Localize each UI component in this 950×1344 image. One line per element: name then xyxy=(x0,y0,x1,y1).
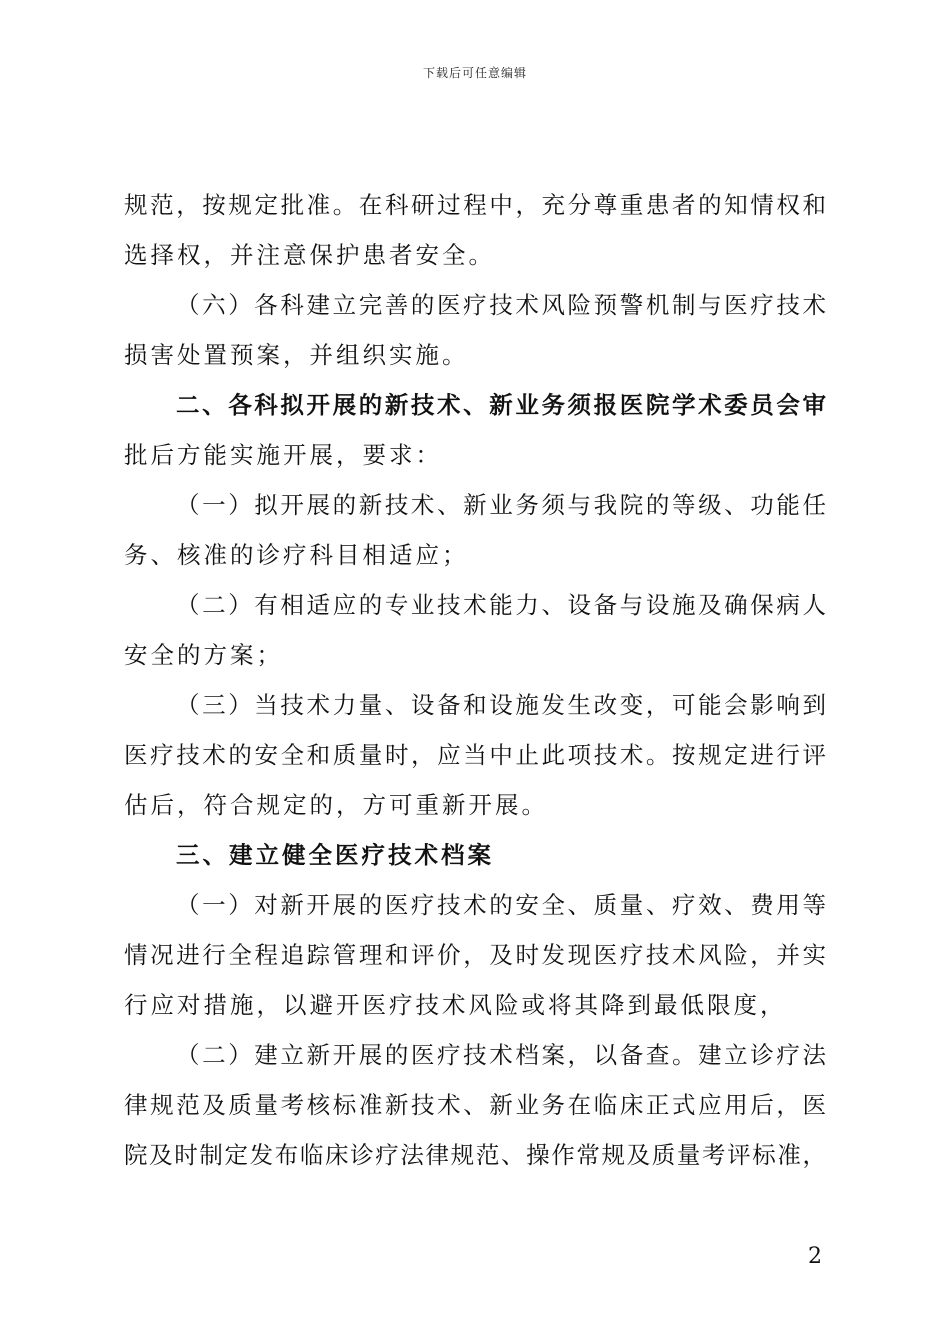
page-number: 2 xyxy=(808,1244,822,1269)
section-heading: 三、建立健全医疗技术档案 xyxy=(176,841,494,869)
text-line: 安全的方案； xyxy=(124,641,283,669)
page-header: 下载后可任意编辑 xyxy=(422,66,527,80)
text-line: 规范，按规定批准。在科研过程中，充分尊重患者的知情权和 xyxy=(124,191,826,219)
text-line: 估后，符合规定的，方可重新开展。 xyxy=(124,791,548,819)
text-line: （六）各科建立完善的医疗技术风险预警机制与医疗技术 xyxy=(176,291,826,319)
text-line: 行应对措施，以避开医疗技术风险或将其降到最低限度， xyxy=(124,991,787,1019)
text-line: （三）当技术力量、设备和设施发生改变，可能会影响到 xyxy=(176,691,826,719)
text-line: 情况进行全程追踪管理和评价，及时发现医疗技术风险，并实 xyxy=(124,941,826,969)
text-line: 院及时制定发布临床诊疗法律规范、操作常规及质量考评标准， xyxy=(124,1141,826,1169)
document-body xyxy=(124,180,826,1180)
text-line: 务、核准的诊疗科目相适应； xyxy=(124,541,469,569)
text-line: （一）拟开展的新技术、新业务须与我院的等级、功能任 xyxy=(176,491,826,519)
text-line: 选择权，并注意保护患者安全。 xyxy=(124,241,495,269)
text-line: （二）有相适应的专业技术能力、设备与设施及确保病人 xyxy=(176,591,826,619)
text-line: 批后方能实施开展，要求： xyxy=(124,441,442,469)
text-line: （一）对新开展的医疗技术的安全、质量、疗效、费用等 xyxy=(176,891,826,919)
text-line: 律规范及质量考核标准新技术、新业务在临床正式应用后，医 xyxy=(124,1091,826,1119)
text-line: （二）建立新开展的医疗技术档案，以备查。建立诊疗法 xyxy=(176,1041,826,1069)
text-line: 损害处置预案，并组织实施。 xyxy=(124,341,469,369)
text-line: 医疗技术的安全和质量时，应当中止此项技术。按规定进行评 xyxy=(124,741,826,769)
section-heading-line: 二、各科拟开展的新技术、新业务须报医院学术委员会审 xyxy=(176,391,826,419)
